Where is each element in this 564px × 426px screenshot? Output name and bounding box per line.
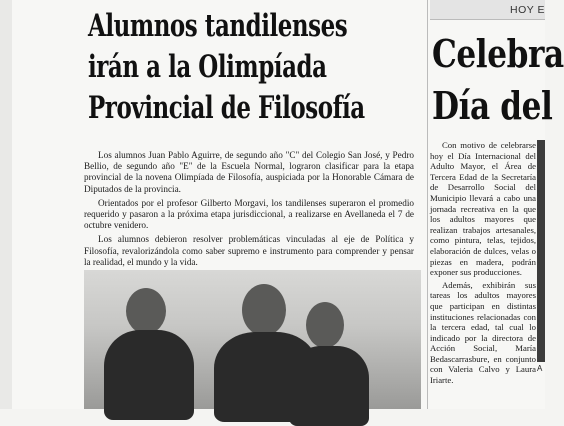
headline-line: Día del [432, 83, 553, 128]
left-headline [88, 6, 365, 129]
section-header: HOY E [430, 0, 545, 20]
headline-line: Alumnos tandilenses [88, 8, 348, 44]
article-paragraph: Los alumnos Juan Pablo Aguirre, de segundo año "C" del Colegio San José, y Pedro Bellio, de segundo año "E" de la Escuela Normal, lograron clasificar para la etapa provincial de la novena Olimpíada de Filosofía, auspiciada por la Honorable Cámara de Diputados de la provincia. [84, 150, 414, 194]
photo-person [242, 284, 286, 336]
article-paragraph: Los alumnos debieron resolver problemáticas vinculadas al eje de Política y Filosofía, revalorizándola como saber supremo e instrumento para comprender y pensar la realidad, el mundo y la vida. [84, 234, 414, 267]
headline-line: Celebra [432, 31, 564, 76]
photo-caption: A [537, 364, 543, 373]
headline-line: Provincial de Filosofía [88, 90, 365, 126]
left-article-body [84, 150, 414, 271]
right-article-photo [537, 140, 545, 362]
column-separator [427, 0, 428, 409]
right-headline [432, 28, 564, 132]
photo-person [289, 346, 369, 426]
article-paragraph: Además, exhibirán sus tareas los adultos mayores que participan en distintas instituciones relacionadas con la tercera edad, tal cual lo indicado por la directora de Acción Social, María Bedascarrasbure, en conjunto con Valeria Calvo y Laura Iriarte. [430, 279, 536, 386]
photo-person [306, 302, 344, 348]
right-article-body [430, 140, 536, 388]
photo-person [104, 330, 194, 420]
article-paragraph: Con motivo de celebrarse hoy el Día Internacional del Adulto Mayor, el Área de Tercera Edad de la Secretaría de Desarrollo Social del Municipio llevará a cabo una jornada recreativa en la que los adultos mayores que realizan trabajos artesanales, como pintura, telas, tejidos, elaboración de dulces, velas o piezas en madera, podrán exponer sus producciones. [430, 140, 536, 278]
photo-person [126, 288, 166, 334]
article-photo [84, 270, 421, 409]
headline-line: irán a la Olimpíada [88, 49, 327, 85]
article-paragraph: Orientados por el profesor Gilberto Morgavi, los tandilenses superaron el promedio requerido y pasaron a la próxima etapa jurisdiccional, a realizarse en Avellaneda el 7 de octubre venidero. [84, 197, 414, 231]
